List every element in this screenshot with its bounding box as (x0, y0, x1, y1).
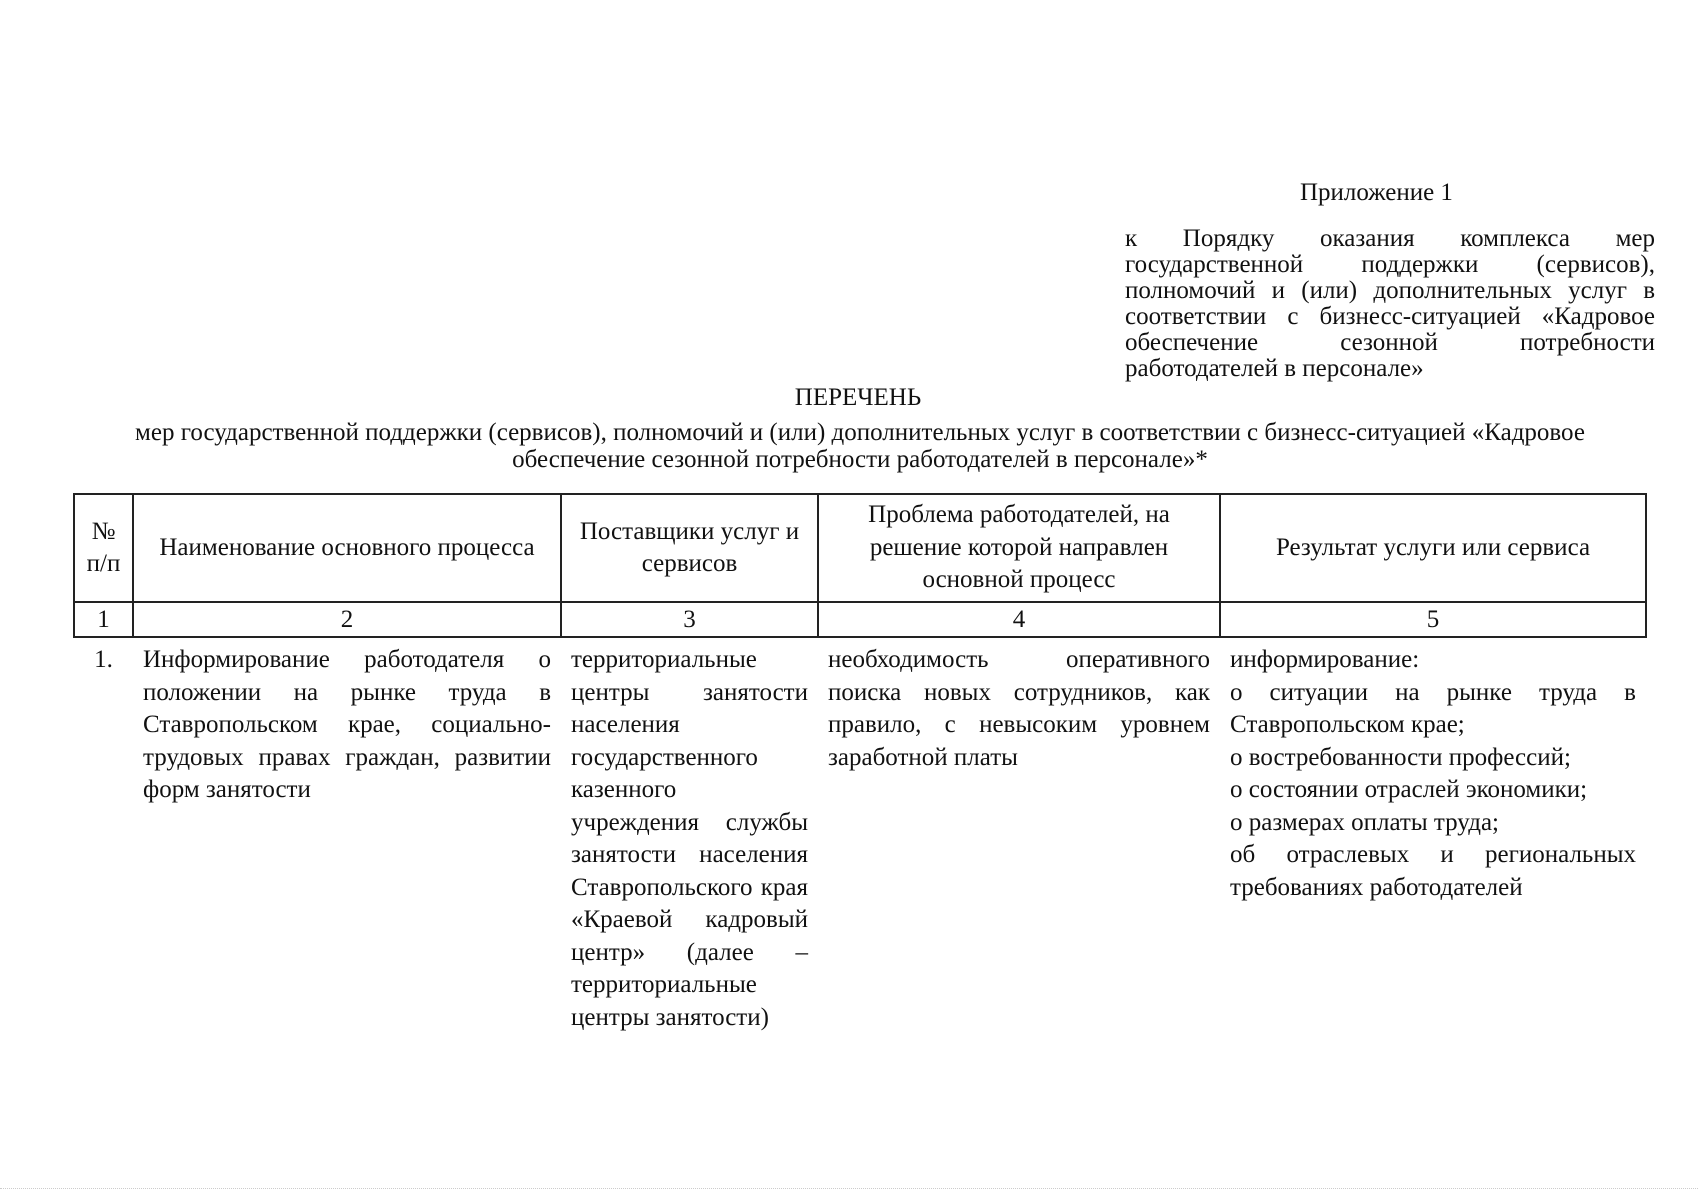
header-cell-result: Результат услуги или сервиса (1220, 494, 1646, 602)
result-line: о состоянии отраслей экономики; (1230, 776, 1588, 803)
column-number-cell: 4 (818, 602, 1220, 637)
measures-table-wrapper (73, 493, 1645, 1034)
appendix-title: Приложение 1 (1300, 179, 1453, 206)
measures-table (73, 493, 1647, 1034)
column-number-cell: 3 (561, 602, 818, 637)
result-line: о размерах оплаты труда; (1230, 808, 1499, 836)
row-number-cell: 1. (94, 646, 113, 673)
header-cell-process: Наименование основного процесса (133, 494, 561, 602)
appendix-text: к Порядку оказания комплекса мер государственной поддержки (сервисов), полномочий и (или) дополнительных услуг в соответствии с бизнесс-ситуацией «Кадровое обеспечение сезонной потребности работодателей в персонале» (1125, 225, 1655, 382)
document-title: ПЕРЕЧЕНЬ (794, 384, 922, 411)
result-line: о востребованности профессий; (1230, 743, 1571, 771)
process-cell: Информирование работодателя о положении на рынке труда в Ставропольском крае, социально-трудовых правах граждан, развитии форм занятости (143, 646, 551, 803)
column-number-cell: 5 (1220, 602, 1646, 637)
header-cell-providers: Поставщики услуг и сервисов (561, 494, 818, 602)
problem-cell: необходимость оперативного поиска новых сотрудников, как правило, с невысоким уровнем заработной платы (828, 646, 1210, 771)
document-subtitle: мер государственной поддержки (сервисов), полномочий и (или) дополнительных услуг в соответствии с бизнесс-ситуацией «Кадровое обеспечение сезонной потребности работодателей в персонале»* (135, 419, 1585, 473)
table-header-row (74, 494, 1646, 602)
result-line: о ситуации на рынке труда в Ставропольском крае; (1230, 678, 1636, 738)
providers-cell: территориальные центры занятости населения государственного казенного учреждения службы занятости населения Ставропольского края «Краевой кадровый центр» (далее – территориальные центры занятости) (571, 646, 808, 1031)
table-column-numbers-row (74, 602, 1646, 637)
result-line: об отраслевых и региональных требованиях работодателей (1230, 841, 1636, 901)
column-number-cell: 1 (74, 602, 133, 637)
result-line: информирование: (1230, 646, 1420, 673)
result-cell (1220, 637, 1646, 1034)
table-row (74, 637, 1646, 1034)
scan-edge-line (0, 1188, 1698, 1190)
header-cell-number: № п/п (74, 494, 133, 602)
header-cell-problem: Проблема работодателей, на решение которой направлен основной процесс (818, 494, 1220, 602)
column-number-cell: 2 (133, 602, 561, 637)
